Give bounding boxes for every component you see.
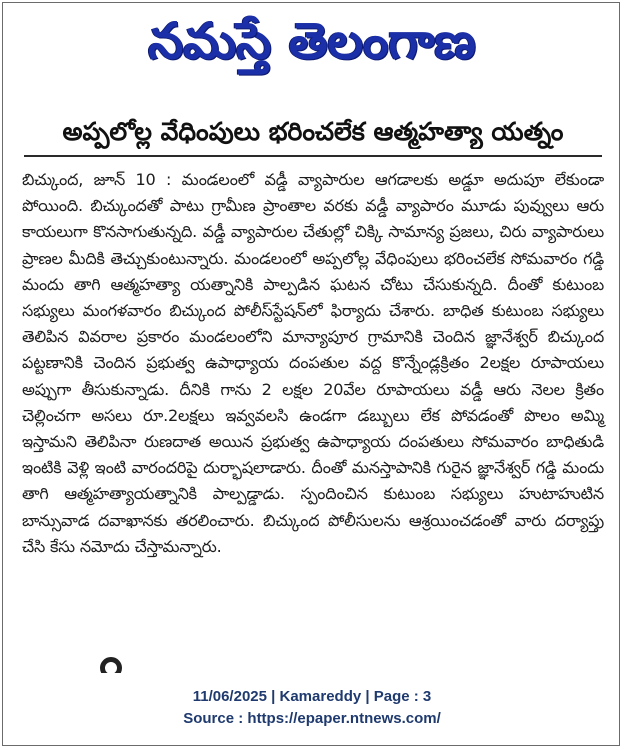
headline-divider — [24, 155, 602, 157]
masthead — [0, 6, 624, 78]
article-headline: అప్పలోల్ల వేధింపులు భరించలేక ఆత్మహత్యా యత్నం — [62, 117, 564, 146]
scan-fragment-glyph — [94, 657, 128, 673]
footer-source-link[interactable]: Source : https://epaper.ntnews.com/ — [183, 710, 441, 727]
article-clipping — [20, 107, 606, 667]
article-body: బిచ్కుంద, జూన్ 10 : మండలంలో వడ్డీ వ్యాపారుల ఆగడాలకు అడ్డూ అదుపూ లేకుండా పోయింది. బిచ్కుందతో పాటు గ్రామీణ ప్రాంతాల వరకు వడ్డీ వ్యాపారం మూడు పువ్వులు ఆరు కాయలుగా కొనసాగుతున్నది. వడ్డీ వ్యాపారుల చేతుల్లో చిక్కి సామాన్య ప్రజలు, చిరు వ్యాపారులు ప్రాణల మీదికి తెచ్చుకుంటున్నారు. మండలంలో అప్పలోల్ల వేధింపులు భరించలేక సోమవారం గడ్డి మందు తాగి ఆత్మహత్యా యత్నానికి పాల్పడిన ఘటన చోటు చేసుకున్నది. దీంతో కుటుంబ సభ్యులు మంగళవారం బిచ్కుంద పోలీస్‌స్టేషన్‌లో ఫిర్యాదు చేశారు. బాధిత కుటుంబ సభ్యులు తెలిపిన వివరాల ప్రకారం మండలంలోని మాన్యాపూర గ్రామానికి చెందిన జ్ఞానేశ్వర్ బిచ్కుంద పట్టణానికి చెందిన ప్రభుత్వ ఉపాధ్యాయ దంపతుల వద్ద కొన్నేండ్లక్రితం 2లక్షల రూపాయలు అప్పుగా తీసుకున్నాడు. దీనికి గాను 2 లక్షల 20వేల రూపాయలు వడ్డీ ఆరు నెలల క్రితం చెల్లించగా అసలు రూ.2లక్షలు ఇవ్వవలసి ఉండగా డబ్బులు లేక పోవడంతో పొలం అమ్మి ఇస్తామని తెలిపినా రుణదాత అయిన ప్రభుత్వ ఉపాధ్యాయ దంపతులు సోమవారం బాధితుడి ఇంటికి వెళ్లి ఇంటి వారందరిపై దుర్భాషలాడారు. దీంతో మనస్తాపానికి గురైన జ్ఞానేశ్వర్ గడ్డి మందు తాగి ఆత్మహత్యాయత్నానికి పాల్పడ్డాడు. స్పందించిన కుటుంబ సభ్యులు హుటాహుటిన బాన్సువాడ దవాఖానకు తరలించారు. బిచ్కుంద పోలీసులను ఆశ్రయించడంతో వారు దర్యాప్తు చేసి కేసు నమోదు చేస్తామన్నారు. — [22, 170, 604, 556]
masthead-logo-text: నమస్తే తెలంగాణ — [148, 12, 476, 70]
footer — [0, 686, 624, 730]
footer-date-edition-page: 11/06/2025 | Kamareddy | Page : 3 — [192, 688, 432, 705]
